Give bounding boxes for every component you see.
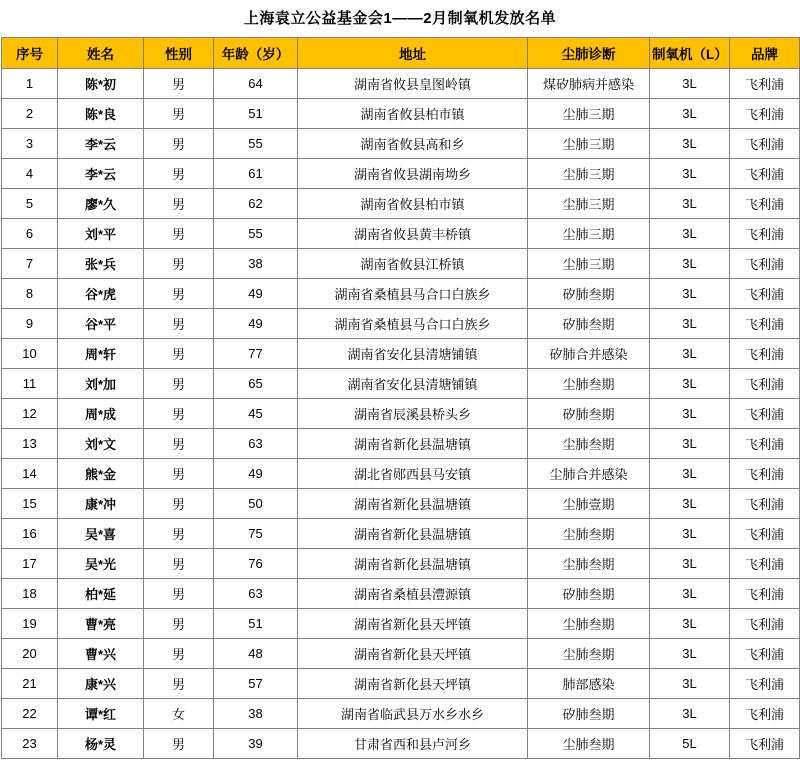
- cell-device: 3L: [650, 399, 730, 429]
- cell-gender: 男: [144, 69, 214, 99]
- cell-diagnosis: 尘肺三期: [528, 159, 650, 189]
- cell-brand: 飞利浦: [730, 99, 800, 129]
- cell-diagnosis: 矽肺叁期: [528, 279, 650, 309]
- cell-diagnosis: 尘肺三期: [528, 219, 650, 249]
- cell-diagnosis: 煤矽肺病并感染: [528, 69, 650, 99]
- cell-index: 21: [2, 669, 58, 699]
- cell-address: 湖南省新化县天坪镇: [298, 639, 528, 669]
- cell-gender: 男: [144, 129, 214, 159]
- cell-age: 63: [214, 579, 298, 609]
- cell-gender: 男: [144, 639, 214, 669]
- cell-name: 李*云: [58, 129, 144, 159]
- cell-device: 3L: [650, 279, 730, 309]
- cell-gender: 男: [144, 519, 214, 549]
- cell-gender: 男: [144, 459, 214, 489]
- cell-address: 湖南省新化县温塘镇: [298, 429, 528, 459]
- table-header: [2, 38, 800, 69]
- cell-age: 38: [214, 699, 298, 729]
- cell-age: 63: [214, 429, 298, 459]
- cell-brand: 飞利浦: [730, 579, 800, 609]
- cell-device: 3L: [650, 669, 730, 699]
- column-header-diagnosis: 尘肺诊断: [528, 38, 650, 69]
- cell-brand: 飞利浦: [730, 519, 800, 549]
- cell-diagnosis: 尘肺三期: [528, 189, 650, 219]
- table-row: [2, 429, 800, 459]
- cell-diagnosis: 矽肺合并感染: [528, 339, 650, 369]
- cell-index: 2: [2, 99, 58, 129]
- cell-address: 湖南省攸县柏市镇: [298, 99, 528, 129]
- cell-index: 20: [2, 639, 58, 669]
- cell-address: 湖南省攸县黄丰桥镇: [298, 219, 528, 249]
- cell-index: 19: [2, 609, 58, 639]
- cell-index: 3: [2, 129, 58, 159]
- cell-device: 3L: [650, 369, 730, 399]
- table-row: [2, 549, 800, 579]
- page-title: 上海袁立公益基金会1——2月制氧机发放名单: [243, 10, 557, 27]
- cell-index: 8: [2, 279, 58, 309]
- cell-address: 湖南省攸县高和乡: [298, 129, 528, 159]
- cell-device: 3L: [650, 219, 730, 249]
- cell-name: 柏*延: [58, 579, 144, 609]
- cell-brand: 飞利浦: [730, 459, 800, 489]
- cell-gender: 女: [144, 699, 214, 729]
- cell-brand: 飞利浦: [730, 279, 800, 309]
- cell-device: 3L: [650, 69, 730, 99]
- cell-device: 5L: [650, 729, 730, 759]
- cell-address: 湖北省郧西县马安镇: [298, 459, 528, 489]
- cell-diagnosis: 尘肺叁期: [528, 549, 650, 579]
- cell-index: 23: [2, 729, 58, 759]
- cell-brand: 飞利浦: [730, 669, 800, 699]
- cell-age: 49: [214, 309, 298, 339]
- cell-address: 湖南省桑植县马合口白族乡: [298, 279, 528, 309]
- cell-gender: 男: [144, 549, 214, 579]
- cell-device: 3L: [650, 489, 730, 519]
- cell-index: 15: [2, 489, 58, 519]
- cell-index: 11: [2, 369, 58, 399]
- cell-age: 51: [214, 609, 298, 639]
- table-row: [2, 669, 800, 699]
- cell-name: 谭*红: [58, 699, 144, 729]
- cell-gender: 男: [144, 609, 214, 639]
- cell-index: 6: [2, 219, 58, 249]
- cell-age: 65: [214, 369, 298, 399]
- cell-name: 康*冲: [58, 489, 144, 519]
- table-header-row: [2, 38, 800, 69]
- cell-name: 周*轩: [58, 339, 144, 369]
- table-row: [2, 489, 800, 519]
- cell-index: 16: [2, 519, 58, 549]
- cell-brand: 飞利浦: [730, 189, 800, 219]
- cell-age: 55: [214, 219, 298, 249]
- cell-diagnosis: 尘肺叁期: [528, 429, 650, 459]
- cell-device: 3L: [650, 699, 730, 729]
- cell-diagnosis: 矽肺叁期: [528, 309, 650, 339]
- cell-gender: 男: [144, 669, 214, 699]
- cell-device: 3L: [650, 519, 730, 549]
- cell-name: 曹*亮: [58, 609, 144, 639]
- cell-age: 49: [214, 459, 298, 489]
- cell-address: 湖南省临武县万水乡水乡: [298, 699, 528, 729]
- cell-name: 曹*兴: [58, 639, 144, 669]
- table-row: [2, 579, 800, 609]
- cell-age: 55: [214, 129, 298, 159]
- cell-index: 18: [2, 579, 58, 609]
- cell-address: 湖南省攸县湖南坳乡: [298, 159, 528, 189]
- cell-address: 湖南省辰溪县桥头乡: [298, 399, 528, 429]
- table-row: [2, 399, 800, 429]
- table-row: [2, 639, 800, 669]
- cell-diagnosis: 尘肺叁期: [528, 729, 650, 759]
- table-row: [2, 369, 800, 399]
- cell-gender: 男: [144, 399, 214, 429]
- cell-diagnosis: 肺部感染: [528, 669, 650, 699]
- cell-address: 湖南省攸县江桥镇: [298, 249, 528, 279]
- cell-index: 9: [2, 309, 58, 339]
- cell-diagnosis: 矽肺叁期: [528, 399, 650, 429]
- table-row: [2, 99, 800, 129]
- table-row: [2, 129, 800, 159]
- table-row: [2, 249, 800, 279]
- cell-gender: 男: [144, 729, 214, 759]
- cell-gender: 男: [144, 309, 214, 339]
- cell-device: 3L: [650, 129, 730, 159]
- cell-age: 75: [214, 519, 298, 549]
- cell-age: 50: [214, 489, 298, 519]
- cell-index: 10: [2, 339, 58, 369]
- cell-gender: 男: [144, 99, 214, 129]
- cell-device: 3L: [650, 309, 730, 339]
- cell-age: 51: [214, 99, 298, 129]
- column-header-index: 序号: [2, 38, 58, 69]
- cell-brand: 飞利浦: [730, 219, 800, 249]
- cell-address: 湖南省桑植县澧源镇: [298, 579, 528, 609]
- recipients-table: [1, 37, 800, 759]
- cell-brand: 飞利浦: [730, 729, 800, 759]
- cell-index: 12: [2, 399, 58, 429]
- cell-diagnosis: 尘肺叁期: [528, 639, 650, 669]
- cell-name: 熊*金: [58, 459, 144, 489]
- cell-device: 3L: [650, 159, 730, 189]
- cell-gender: 男: [144, 489, 214, 519]
- cell-index: 1: [2, 69, 58, 99]
- cell-index: 14: [2, 459, 58, 489]
- cell-device: 3L: [650, 549, 730, 579]
- cell-name: 谷*平: [58, 309, 144, 339]
- cell-name: 刘*加: [58, 369, 144, 399]
- cell-gender: 男: [144, 249, 214, 279]
- cell-gender: 男: [144, 339, 214, 369]
- table-row: [2, 729, 800, 759]
- table-row: [2, 699, 800, 729]
- cell-gender: 男: [144, 219, 214, 249]
- cell-index: 7: [2, 249, 58, 279]
- cell-brand: 飞利浦: [730, 549, 800, 579]
- cell-address: 湖南省桑植县马合口白族乡: [298, 309, 528, 339]
- cell-name: 吴*喜: [58, 519, 144, 549]
- table-row: [2, 309, 800, 339]
- cell-gender: 男: [144, 189, 214, 219]
- cell-address: 湖南省新化县温塘镇: [298, 549, 528, 579]
- cell-address: 甘肃省西和县卢河乡: [298, 729, 528, 759]
- cell-brand: 飞利浦: [730, 399, 800, 429]
- cell-name: 杨*灵: [58, 729, 144, 759]
- cell-index: 17: [2, 549, 58, 579]
- cell-name: 周*成: [58, 399, 144, 429]
- cell-age: 45: [214, 399, 298, 429]
- cell-brand: 飞利浦: [730, 309, 800, 339]
- cell-diagnosis: 尘肺合并感染: [528, 459, 650, 489]
- cell-gender: 男: [144, 579, 214, 609]
- cell-age: 64: [214, 69, 298, 99]
- table-row: [2, 219, 800, 249]
- column-header-name: 姓名: [58, 38, 144, 69]
- cell-name: 刘*平: [58, 219, 144, 249]
- cell-brand: 飞利浦: [730, 369, 800, 399]
- cell-brand: 飞利浦: [730, 249, 800, 279]
- cell-age: 39: [214, 729, 298, 759]
- table-row: [2, 609, 800, 639]
- table-body: [2, 69, 800, 759]
- cell-device: 3L: [650, 579, 730, 609]
- cell-brand: 飞利浦: [730, 69, 800, 99]
- cell-index: 22: [2, 699, 58, 729]
- cell-address: 湖南省新化县温塘镇: [298, 519, 528, 549]
- table-row: [2, 159, 800, 189]
- cell-age: 76: [214, 549, 298, 579]
- cell-age: 62: [214, 189, 298, 219]
- cell-age: 61: [214, 159, 298, 189]
- cell-gender: 男: [144, 369, 214, 399]
- cell-diagnosis: 尘肺叁期: [528, 369, 650, 399]
- table-row: [2, 339, 800, 369]
- cell-name: 吴*光: [58, 549, 144, 579]
- cell-brand: 飞利浦: [730, 159, 800, 189]
- cell-brand: 飞利浦: [730, 699, 800, 729]
- cell-address: 湖南省安化县清塘铺镇: [298, 339, 528, 369]
- cell-device: 3L: [650, 249, 730, 279]
- cell-name: 康*兴: [58, 669, 144, 699]
- cell-age: 48: [214, 639, 298, 669]
- cell-device: 3L: [650, 639, 730, 669]
- cell-name: 刘*文: [58, 429, 144, 459]
- table-row: [2, 189, 800, 219]
- table-row: [2, 459, 800, 489]
- cell-name: 廖*久: [58, 189, 144, 219]
- cell-brand: 飞利浦: [730, 609, 800, 639]
- column-header-address: 地址: [298, 38, 528, 69]
- cell-diagnosis: 矽肺叁期: [528, 579, 650, 609]
- cell-address: 湖南省攸县柏市镇: [298, 189, 528, 219]
- cell-diagnosis: 尘肺叁期: [528, 609, 650, 639]
- cell-name: 谷*虎: [58, 279, 144, 309]
- cell-device: 3L: [650, 339, 730, 369]
- cell-index: 5: [2, 189, 58, 219]
- cell-name: 张*兵: [58, 249, 144, 279]
- cell-brand: 飞利浦: [730, 639, 800, 669]
- table-row: [2, 69, 800, 99]
- cell-brand: 飞利浦: [730, 129, 800, 159]
- cell-brand: 飞利浦: [730, 339, 800, 369]
- cell-age: 77: [214, 339, 298, 369]
- cell-diagnosis: 尘肺三期: [528, 129, 650, 159]
- table-row: [2, 279, 800, 309]
- cell-name: 陈*初: [58, 69, 144, 99]
- cell-diagnosis: 尘肺三期: [528, 99, 650, 129]
- cell-gender: 男: [144, 279, 214, 309]
- cell-device: 3L: [650, 429, 730, 459]
- cell-gender: 男: [144, 159, 214, 189]
- cell-name: 李*云: [58, 159, 144, 189]
- column-header-age: 年龄（岁）: [214, 38, 298, 69]
- cell-address: 湖南省新化县温塘镇: [298, 489, 528, 519]
- cell-brand: 飞利浦: [730, 489, 800, 519]
- cell-brand: 飞利浦: [730, 429, 800, 459]
- cell-diagnosis: 矽肺叁期: [528, 699, 650, 729]
- cell-age: 38: [214, 249, 298, 279]
- cell-index: 13: [2, 429, 58, 459]
- cell-index: 4: [2, 159, 58, 189]
- cell-diagnosis: 尘肺三期: [528, 249, 650, 279]
- cell-diagnosis: 尘肺叁期: [528, 519, 650, 549]
- cell-device: 3L: [650, 459, 730, 489]
- column-header-brand: 品牌: [730, 38, 800, 69]
- cell-address: 湖南省安化县清塘铺镇: [298, 369, 528, 399]
- cell-age: 49: [214, 279, 298, 309]
- cell-address: 湖南省新化县天坪镇: [298, 609, 528, 639]
- cell-device: 3L: [650, 609, 730, 639]
- column-header-gender: 性别: [144, 38, 214, 69]
- column-header-device: 制氧机（L）: [650, 38, 730, 69]
- cell-name: 陈*良: [58, 99, 144, 129]
- cell-age: 57: [214, 669, 298, 699]
- cell-device: 3L: [650, 99, 730, 129]
- cell-gender: 男: [144, 429, 214, 459]
- cell-address: 湖南省攸县皇图岭镇: [298, 69, 528, 99]
- cell-diagnosis: 尘肺壹期: [528, 489, 650, 519]
- cell-address: 湖南省新化县天坪镇: [298, 669, 528, 699]
- table-row: [2, 519, 800, 549]
- cell-device: 3L: [650, 189, 730, 219]
